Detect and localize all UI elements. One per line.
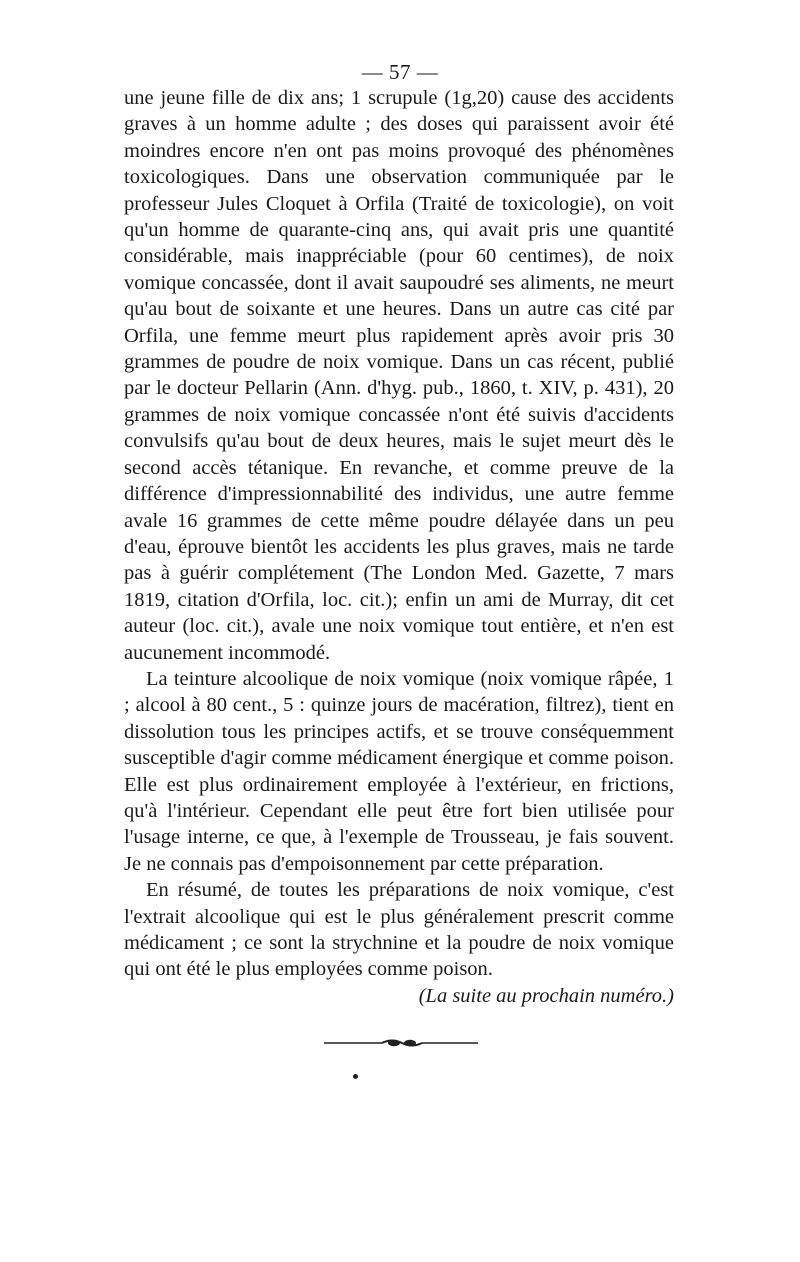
paragraph-3: En résumé, de toutes les préparations de noix vomique, c'est l'extrait alcoolique qui est le plus généralement prescrit comme médicament ; ce sont la strychnine et la poudre de noix vomique qui ont été le plus employées comme poison. — [124, 879, 674, 981]
continuation-note — [124, 983, 674, 1009]
paragraph-1: une jeune fille de dix ans; 1 scrupule (1g,20) cause des accidents graves à un homme adulte ; des doses qui paraissent avoir été moindres encore n'en ont pas moins provoqué des phénomènes toxicologiques. Dans une observation communiquée par le professeur Jules Cloquet à Orfila (Traité de toxicologie), on voit qu'un homme de quarante-cinq ans, qui avait pris une quantité considérable, mais inappréciable (pour 60 centimes), de noix vomique concassée, dont il avait saupoudré ses aliments, ne meurt qu'au bout de soixante et une heures. Dans un autre cas cité par Orfila, une femme meurt plus rapidement après avoir pris 30 grammes de poudre de noix vomique. Dans un cas récent, publié par le docteur Pellarin (Ann. d'hyg. pub., 1860, t. XIV, p. 431), 20 grammes de noix vomique concassée n'ont été suivis d'accidents convulsifs qu'au bout de deux heures, mais le sujet meurt dès le second accès tétanique. En revanche, et comme preuve de la différence d'impressionnabilité des individus, une autre femme avale 16 grammes de cette même poudre délayée dans un peu d'eau, éprouve bientôt les accidents les plus graves, mais ne tarde pas à guérir complétement (The London Med. Gazette, 7 mars 1819, citation d'Orfila, loc. cit.); enfin un ami de Murray, dit cet auteur (loc. cit.), avale une noix vomique tout entière, et n'en est aucunement incommodé. — [124, 87, 674, 664]
continuation-text: (La suite au prochain numéro.) — [418, 984, 674, 1007]
ornament-divider-icon — [322, 1036, 480, 1050]
paragraph-2: La teinture alcoolique de noix vomique (noix vomique râpée, 1 ; alcool à 80 cent., 5 : quinze jours de macération, filtrez), tient en dissolution tous les principes actifs, et se trouve conséquemment susceptible d'agir comme médicament énergique et comme poison. Elle est plus ordinairement employée à l'extérieur, en frictions, qu'à l'intérieur. Cependant elle peut être fort bien utilisée pour l'usage interne, ce que, à l'exemple de Trousseau, je fais souvent. Je ne connais pas d'empoisonnement par cette préparation. — [124, 667, 674, 875]
page-number: — 57 — — [361, 60, 439, 84]
decorative-dot — [353, 1074, 358, 1079]
body-text — [124, 85, 674, 1009]
